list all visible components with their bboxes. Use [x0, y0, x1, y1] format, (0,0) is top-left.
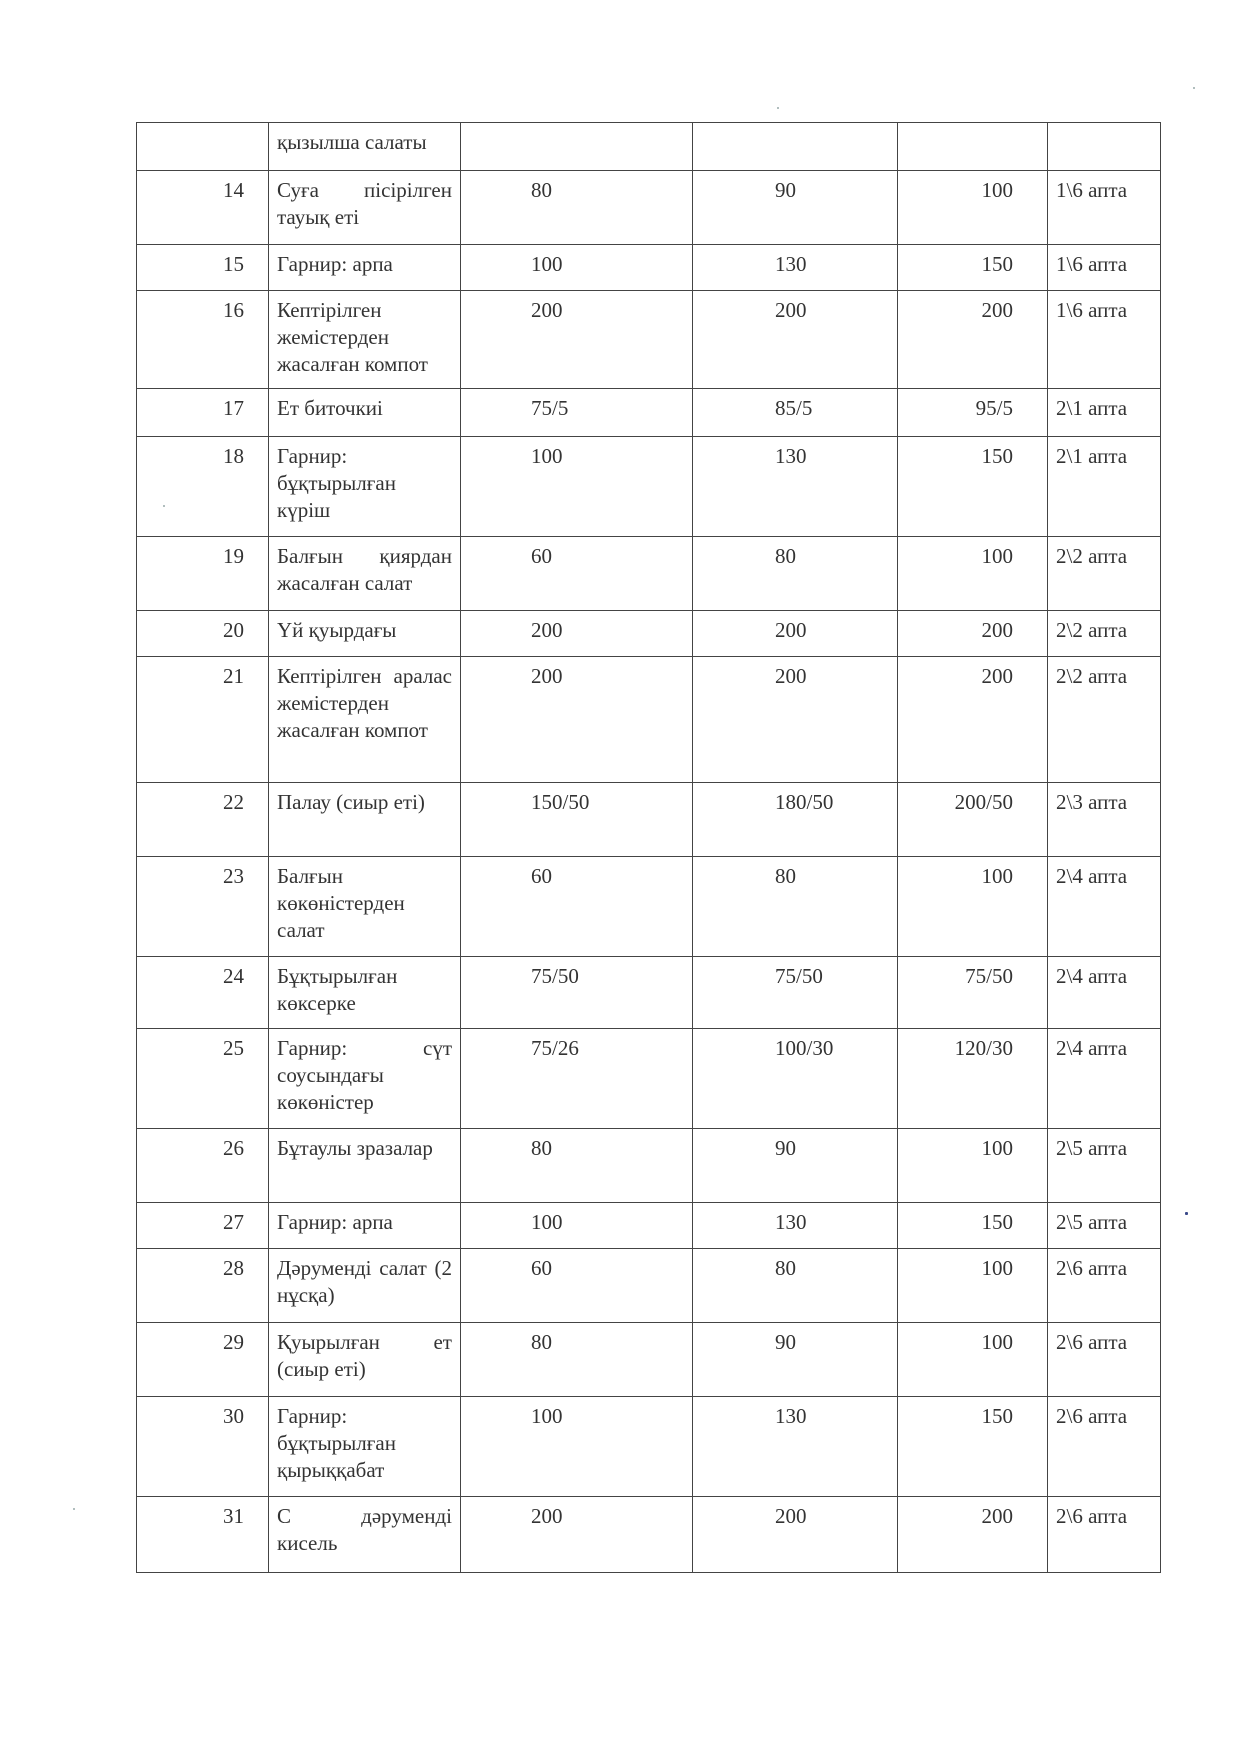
week-day: 2\5 апта: [1048, 1129, 1161, 1203]
table-row: [137, 1203, 1161, 1249]
table-row: [137, 123, 1161, 171]
portion-col-3: 150: [898, 245, 1048, 291]
row-number: 25: [137, 1029, 269, 1129]
row-number: 18: [137, 437, 269, 537]
table-row: [137, 1497, 1161, 1573]
row-number: 14: [137, 171, 269, 245]
portion-col-1: 60: [461, 857, 693, 957]
row-number: 23: [137, 857, 269, 957]
row-number: 31: [137, 1497, 269, 1573]
row-number: 30: [137, 1397, 269, 1497]
dish-name: Балғын қиярдан жасалған салат: [269, 537, 461, 611]
portion-col-1: 200: [461, 657, 693, 783]
portion-col-1: 60: [461, 537, 693, 611]
portion-col-2: 90: [693, 1129, 898, 1203]
dish-name: Суға пісірілген тауық еті: [269, 171, 461, 245]
dish-name: Қуырылған ет (сиыр еті): [269, 1323, 461, 1397]
scan-speck: [1185, 1212, 1188, 1215]
dish-name: Дәруменді салат (2 нұсқа): [269, 1249, 461, 1323]
row-number: 21: [137, 657, 269, 783]
menu-table-body: [137, 123, 1161, 1573]
dish-name: Балғын көкөністерден салат: [269, 857, 461, 957]
scan-speck: [777, 107, 779, 109]
table-row: [137, 171, 1161, 245]
table-row: [137, 537, 1161, 611]
portion-col-3: [898, 123, 1048, 171]
dish-name: Үй қуырдағы: [269, 611, 461, 657]
portion-col-1: 200: [461, 1497, 693, 1573]
row-number: 26: [137, 1129, 269, 1203]
table-row: [137, 389, 1161, 437]
week-day: 2\4 апта: [1048, 957, 1161, 1029]
portion-col-1: 100: [461, 245, 693, 291]
scan-speck: [163, 505, 165, 507]
portion-col-2: 80: [693, 537, 898, 611]
dish-name: Гарнир: сүт соусындағы көкөністер: [269, 1029, 461, 1129]
row-number: 24: [137, 957, 269, 1029]
table-row: [137, 1029, 1161, 1129]
portion-col-2: 90: [693, 1323, 898, 1397]
week-day: 2\4 апта: [1048, 857, 1161, 957]
portion-col-1: 80: [461, 171, 693, 245]
portion-col-1: 200: [461, 611, 693, 657]
table-row: [137, 611, 1161, 657]
portion-col-3: 100: [898, 171, 1048, 245]
portion-col-3: 200: [898, 1497, 1048, 1573]
table-row: [137, 437, 1161, 537]
dish-name: Кептірілген жемістерден жасалған компот: [269, 291, 461, 389]
portion-col-1: 100: [461, 1397, 693, 1497]
portion-col-3: 200/50: [898, 783, 1048, 857]
portion-col-1: 75/5: [461, 389, 693, 437]
scan-speck: [1193, 87, 1195, 89]
week-day: 2\1 апта: [1048, 389, 1161, 437]
week-day: 2\6 апта: [1048, 1249, 1161, 1323]
portion-col-2: 85/5: [693, 389, 898, 437]
row-number: 27: [137, 1203, 269, 1249]
portion-col-1: 60: [461, 1249, 693, 1323]
portion-col-3: 120/30: [898, 1029, 1048, 1129]
dish-name: қызылша салаты: [269, 123, 461, 171]
portion-col-1: 80: [461, 1129, 693, 1203]
dish-name: Бұқтырылған көксерке: [269, 957, 461, 1029]
row-number: 22: [137, 783, 269, 857]
portion-col-3: 100: [898, 857, 1048, 957]
table-row: [137, 1129, 1161, 1203]
portion-col-3: 95/5: [898, 389, 1048, 437]
dish-name: Гарнир: бұқтырылған қырыққабат: [269, 1397, 461, 1497]
portion-col-2: 100/30: [693, 1029, 898, 1129]
row-number: 16: [137, 291, 269, 389]
menu-table: [136, 122, 1161, 1573]
portion-col-2: 200: [693, 611, 898, 657]
portion-col-3: 100: [898, 537, 1048, 611]
portion-col-2: 130: [693, 437, 898, 537]
table-row: [137, 1397, 1161, 1497]
week-day: 2\3 апта: [1048, 783, 1161, 857]
portion-col-3: 150: [898, 1397, 1048, 1497]
table-row: [137, 857, 1161, 957]
row-number: 29: [137, 1323, 269, 1397]
portion-col-3: 200: [898, 657, 1048, 783]
week-day: [1048, 123, 1161, 171]
table-row: [137, 245, 1161, 291]
dish-name: Гарнир: арпа: [269, 245, 461, 291]
week-day: 1\6 апта: [1048, 245, 1161, 291]
dish-name: С дәруменді кисель: [269, 1497, 461, 1573]
portion-col-2: 80: [693, 857, 898, 957]
portion-col-1: 75/26: [461, 1029, 693, 1129]
dish-name: Ет биточкиі: [269, 389, 461, 437]
portion-col-2: 80: [693, 1249, 898, 1323]
row-number: 15: [137, 245, 269, 291]
week-day: 2\1 апта: [1048, 437, 1161, 537]
week-day: 2\6 апта: [1048, 1397, 1161, 1497]
table-row: [137, 1323, 1161, 1397]
portion-col-2: 200: [693, 657, 898, 783]
portion-col-1: 100: [461, 1203, 693, 1249]
row-number: 17: [137, 389, 269, 437]
portion-col-3: 75/50: [898, 957, 1048, 1029]
portion-col-2: 75/50: [693, 957, 898, 1029]
portion-col-3: 200: [898, 611, 1048, 657]
portion-col-2: 200: [693, 1497, 898, 1573]
week-day: 2\2 апта: [1048, 611, 1161, 657]
row-number: 20: [137, 611, 269, 657]
week-day: 2\2 апта: [1048, 657, 1161, 783]
portion-col-3: 200: [898, 291, 1048, 389]
table-row: [137, 657, 1161, 783]
table-row: [137, 957, 1161, 1029]
dish-name: Гарнир: бұқтырылған күріш: [269, 437, 461, 537]
row-number: 28: [137, 1249, 269, 1323]
dish-name: Бұтаулы зразалар: [269, 1129, 461, 1203]
portion-col-1: 200: [461, 291, 693, 389]
portion-col-3: 100: [898, 1323, 1048, 1397]
week-day: 2\4 апта: [1048, 1029, 1161, 1129]
scan-speck: [73, 1508, 75, 1510]
week-day: 2\5 апта: [1048, 1203, 1161, 1249]
week-day: 2\6 апта: [1048, 1323, 1161, 1397]
week-day: 2\2 апта: [1048, 537, 1161, 611]
portion-col-2: 180/50: [693, 783, 898, 857]
portion-col-2: 200: [693, 291, 898, 389]
portion-col-2: 130: [693, 245, 898, 291]
portion-col-3: 100: [898, 1129, 1048, 1203]
row-number: [137, 123, 269, 171]
portion-col-2: 130: [693, 1397, 898, 1497]
dish-name: Гарнир: арпа: [269, 1203, 461, 1249]
portion-col-3: 150: [898, 1203, 1048, 1249]
table-row: [137, 1249, 1161, 1323]
portion-col-1: 80: [461, 1323, 693, 1397]
table-row: [137, 291, 1161, 389]
portion-col-3: 150: [898, 437, 1048, 537]
dish-name: Кептірілген аралас жемістерден жасалған компот: [269, 657, 461, 783]
table-row: [137, 783, 1161, 857]
week-day: 1\6 апта: [1048, 291, 1161, 389]
row-number: 19: [137, 537, 269, 611]
portion-col-3: 100: [898, 1249, 1048, 1323]
portion-col-1: 75/50: [461, 957, 693, 1029]
week-day: 1\6 апта: [1048, 171, 1161, 245]
portion-col-2: 90: [693, 171, 898, 245]
portion-col-2: 130: [693, 1203, 898, 1249]
dish-name: Палау (сиыр еті): [269, 783, 461, 857]
portion-col-1: 150/50: [461, 783, 693, 857]
week-day: 2\6 апта: [1048, 1497, 1161, 1573]
portion-col-1: 100: [461, 437, 693, 537]
portion-col-1: [461, 123, 693, 171]
portion-col-2: [693, 123, 898, 171]
